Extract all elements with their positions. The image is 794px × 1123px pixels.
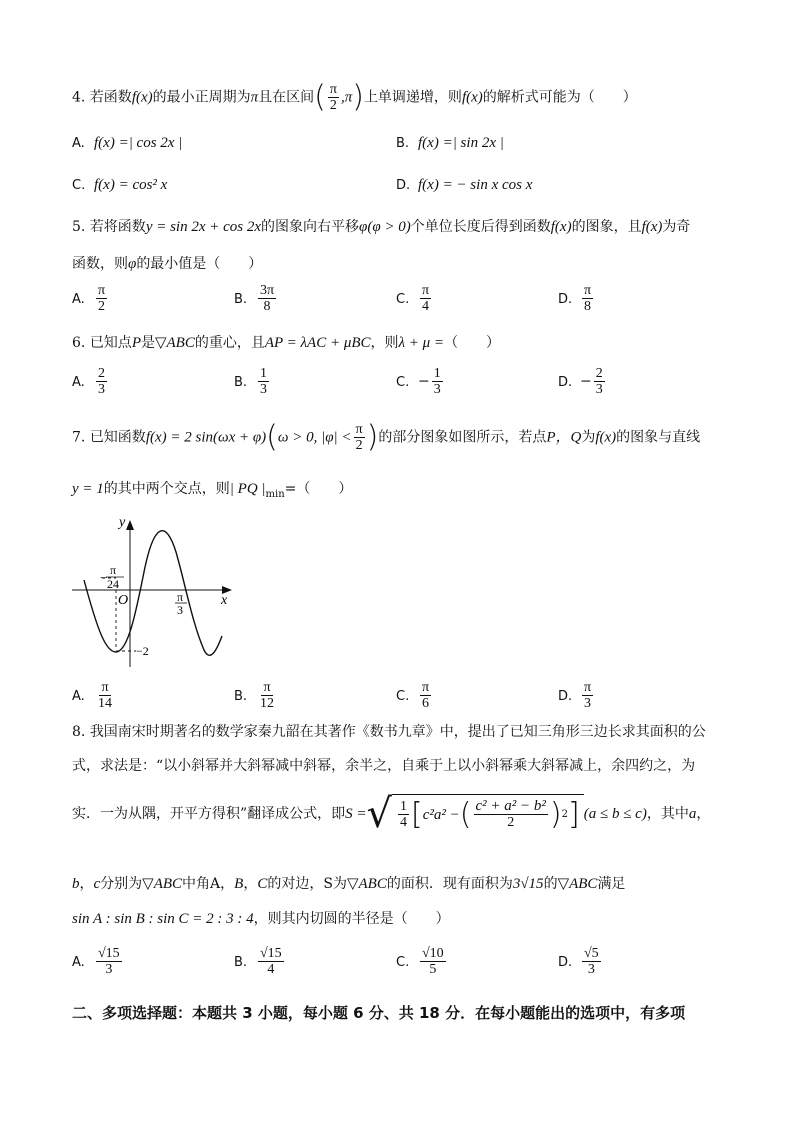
- q4-option-d: [396, 177, 532, 194]
- q4-fx-2: f(x): [461, 89, 483, 106]
- q8-text-7: 分别为: [100, 876, 143, 892]
- q7-text-b: 的部分图象如图所示，若点: [378, 429, 547, 446]
- q5-number: 5.: [72, 219, 86, 235]
- q8-c2a2: c²a² −: [422, 806, 460, 823]
- option-label: C.: [396, 374, 410, 390]
- q8-text-9: ，: [220, 876, 235, 892]
- q4-text-a: 若函数: [89, 89, 132, 106]
- option-sign: −: [580, 373, 592, 390]
- q7-text-e: 的其中两个交点，则: [103, 481, 230, 497]
- q7-text-f: =（ ）: [284, 481, 353, 497]
- option-num: 1: [260, 366, 267, 381]
- q8-number: 8.: [72, 724, 86, 740]
- option-label: A.: [72, 374, 85, 390]
- q7-stem-line1: [72, 419, 701, 455]
- q5-func: y = sin 2x + cos 2x: [145, 219, 262, 235]
- q7-points: P，Q: [546, 429, 582, 446]
- q8-area: 3√15: [512, 876, 544, 892]
- q7-text-a: 已知函数: [89, 429, 146, 446]
- q5-text-b: 的图象向右平移: [261, 219, 360, 235]
- option-text: f(x) = − sin x cos x: [418, 177, 533, 193]
- q7-cond-num: π: [355, 422, 363, 437]
- q7-fx: f(x): [595, 429, 617, 446]
- q8-line2: [72, 756, 695, 776]
- option-num: √5: [584, 946, 599, 961]
- option-num: π: [422, 680, 430, 695]
- q4-interval-num: π: [329, 82, 337, 97]
- q7-pq: | PQ |: [229, 481, 266, 497]
- q7-option-a: [72, 680, 116, 711]
- q7-line-eq: y = 1: [72, 481, 104, 497]
- q8-text-3: 实．一为从隅，开平方得积”翻译成公式，即: [72, 806, 346, 822]
- option-num: π: [263, 680, 271, 695]
- q6-stem: [72, 333, 500, 353]
- q7-paren-open: (: [266, 419, 278, 455]
- origin-label: O: [118, 593, 129, 608]
- q6-point-p: P: [131, 335, 141, 351]
- x-axis-label: x: [221, 593, 228, 608]
- option-den: 12: [260, 696, 274, 711]
- q4-option-a: [72, 135, 182, 152]
- q8-triangle-3: ▽ABC: [557, 876, 598, 892]
- q4-text-e: 的解析式可能为（ ）: [482, 89, 637, 106]
- q7-cond-den: 2: [355, 438, 363, 453]
- option-label: B.: [234, 374, 248, 390]
- option-label: D.: [558, 291, 573, 307]
- q8-triangle: ▽ABC: [142, 876, 183, 892]
- q8-text-1: 我国南宋时期著名的数学家秦九韶在其著作《数书九章》中，提出了已知三角形三边长求其面积的公: [89, 724, 706, 740]
- q7-func: f(x) = 2 sin(ωx + φ): [145, 429, 267, 446]
- q4-text-d: 上单调递增，则: [363, 89, 462, 106]
- q8-text-14: 满足: [597, 876, 626, 892]
- q8-ratio: sin A : sin B : sin C = 2 : 3 : 4: [72, 911, 254, 927]
- q8-inner-num: c² + a² − b²: [475, 798, 546, 814]
- option-label: C.: [396, 688, 410, 704]
- q6-sum: λ + μ =: [398, 335, 445, 351]
- q7-option-d: [558, 680, 595, 711]
- q4-pi: π: [250, 89, 259, 106]
- option-den: 2: [98, 299, 106, 314]
- q8-var-c: c: [93, 876, 101, 892]
- q8-line1: [72, 722, 706, 742]
- option-num: 2: [595, 366, 603, 381]
- q8-line4: [72, 874, 625, 894]
- q5-option-d: [558, 283, 595, 314]
- option-den: 3: [595, 382, 603, 397]
- option-den: 3: [433, 382, 441, 397]
- q8-angle-a: A: [210, 876, 221, 892]
- q6-text-e: （ ）: [444, 335, 501, 351]
- q5-option-b: [234, 283, 278, 314]
- q8-frac-num: 1: [400, 799, 408, 814]
- q8-s-eq: S =: [345, 806, 367, 822]
- y-axis-arrow-icon: [126, 520, 134, 530]
- q8-text-12: 的面积．现有面积为: [386, 876, 513, 892]
- q5-text-c: 个单位长度后得到函数: [410, 219, 551, 235]
- option-num: π: [101, 680, 109, 695]
- q8-formula-body: [392, 794, 584, 834]
- q6-text-d: ，则: [370, 335, 399, 351]
- q8-text-13: 的: [543, 876, 558, 892]
- option-label: D.: [558, 954, 573, 970]
- q5-fx: f(x): [550, 219, 572, 235]
- q4-number: 4.: [72, 89, 86, 106]
- q7-text-d: 的图象与直线: [616, 429, 701, 446]
- option-label: C.: [396, 954, 410, 970]
- option-label: B.: [234, 291, 248, 307]
- q5-stem-line2: [72, 254, 262, 274]
- q8-text-2: 式，求法是：“以小斜幂并大斜幂减中斜幂，余半之，自乘于上以小斜幂乘大斜幂减上，余四约之，为: [72, 758, 696, 774]
- left-tick-num: π: [110, 563, 117, 577]
- q5-text-d: 的图象，且: [571, 219, 642, 235]
- option-label: B.: [234, 688, 248, 704]
- q8-triangle-2: ▽ABC: [346, 876, 387, 892]
- q8-angle-c: C: [257, 876, 268, 892]
- option-den: 8: [263, 299, 271, 314]
- option-num: √15: [98, 946, 120, 961]
- q8-bracket-open: [: [411, 796, 423, 832]
- q8-option-b: [234, 946, 286, 977]
- q8-square: 2: [561, 808, 568, 820]
- q8-text-11: 的对边，S为: [267, 876, 347, 892]
- q8-var-b: b: [72, 876, 80, 892]
- q8-text-10: ，: [243, 876, 258, 892]
- q6-option-c: [396, 366, 445, 397]
- option-label: B.: [234, 954, 248, 970]
- min-label: −2: [136, 644, 149, 658]
- option-label: A.: [72, 136, 85, 151]
- q5-shift: φ(φ > 0): [359, 219, 411, 235]
- q6-number: 6.: [72, 335, 86, 351]
- q4-interval-tail: ,π: [340, 89, 353, 106]
- q7-text-c: 为: [581, 429, 596, 446]
- q5-text-a: 若将函数: [89, 219, 146, 235]
- q8-line5: [72, 909, 450, 929]
- q7-paren-close: ): [366, 419, 379, 455]
- option-label: C.: [72, 178, 86, 193]
- q7-graph: [66, 512, 240, 672]
- q5-text-e: 为奇: [662, 219, 691, 235]
- option-num: 2: [98, 366, 105, 381]
- q5-text-g: 的最小值是（ ）: [136, 256, 263, 272]
- q6-option-a: [72, 366, 109, 397]
- q8-frac-den: 4: [400, 815, 408, 830]
- q6-option-d: [558, 366, 607, 397]
- sine-curve: [84, 531, 222, 656]
- q8-option-c: [396, 946, 448, 977]
- q7-number: 7.: [72, 429, 86, 446]
- q5-option-a: [72, 283, 109, 314]
- q6-text-c: 的重心，且: [194, 335, 265, 351]
- option-num: π: [98, 283, 106, 298]
- q4-option-c: [72, 177, 167, 194]
- option-num: 3π: [260, 283, 275, 298]
- option-label: A.: [72, 954, 85, 970]
- option-text: f(x) =| cos 2x |: [94, 135, 183, 151]
- q5-phi: φ: [128, 256, 137, 272]
- y-axis-label: y: [119, 515, 126, 530]
- q8-text-5: ，: [696, 806, 711, 822]
- option-label: B.: [396, 136, 410, 151]
- q6-vector-eq: AP = λAC + μBC: [264, 335, 371, 351]
- option-sign: −: [418, 373, 430, 390]
- q8-bracket-close: ]: [568, 796, 580, 832]
- option-num: π: [422, 283, 430, 298]
- q8-line3: [72, 791, 711, 837]
- option-num: π: [584, 680, 592, 695]
- q8-cond: (a ≤ b ≤ c): [583, 806, 647, 822]
- option-den: 6: [422, 696, 430, 711]
- option-den: 3: [260, 382, 267, 397]
- q4-fx: f(x): [131, 89, 153, 106]
- option-num: 1: [433, 366, 441, 381]
- q4-stem: [72, 79, 637, 115]
- option-label: D.: [558, 688, 573, 704]
- q8-var-a: a: [688, 806, 697, 822]
- option-den: 5: [429, 962, 437, 977]
- left-tick-sign: −: [100, 570, 108, 585]
- option-label: D.: [396, 178, 411, 193]
- option-num: √15: [260, 946, 282, 961]
- q7-stem-line2: [72, 479, 352, 505]
- q5-fx-2: f(x): [641, 219, 663, 235]
- option-label: C.: [396, 291, 410, 307]
- option-label: A.: [72, 291, 85, 307]
- option-num: π: [584, 283, 592, 298]
- option-text: f(x) =| sin 2x |: [418, 135, 504, 151]
- q4-interval-den: 2: [329, 98, 337, 113]
- q8-text-8: 中角: [182, 876, 211, 892]
- q8-angle-b: B: [234, 876, 244, 892]
- q8-paren-open: (: [459, 796, 472, 832]
- option-den: 8: [584, 299, 592, 314]
- option-label: A.: [72, 688, 85, 704]
- option-den: 3: [587, 962, 595, 977]
- option-den: 4: [267, 962, 275, 977]
- q4-paren-close: ): [352, 79, 364, 115]
- option-den: 3: [105, 962, 113, 977]
- q4-paren-open: (: [314, 79, 326, 115]
- q6-text-a: 已知点: [89, 335, 132, 351]
- q8-inner-den: 2: [507, 815, 515, 830]
- q8-text-15: ，则其内切圆的半径是（ ）: [253, 911, 450, 927]
- q7-cond: ω > 0, |φ| <: [277, 429, 352, 446]
- option-text: f(x) = cos² x: [94, 177, 168, 193]
- q8-option-a: [72, 946, 124, 977]
- option-den: 4: [422, 299, 430, 314]
- q6-triangle: ▽ABC: [154, 335, 195, 351]
- left-tick-den: 24: [107, 577, 119, 591]
- q4-interval-frac: [328, 82, 339, 113]
- option-num: √10: [422, 946, 444, 961]
- option-label: D.: [558, 374, 573, 390]
- q6-option-b: [234, 366, 271, 397]
- q7-min-sub: min: [265, 488, 285, 500]
- right-tick-den: 3: [177, 603, 183, 617]
- q8-paren-close: ): [549, 796, 562, 832]
- q4-option-b: [396, 135, 504, 152]
- q8-text-4: ，其中: [646, 806, 689, 822]
- sqrt-icon: √: [366, 791, 393, 837]
- q7-option-c: [396, 680, 433, 711]
- q8-option-d: [558, 946, 603, 977]
- right-tick-num: π: [177, 590, 184, 604]
- q4-text-b: 的最小正周期为: [152, 89, 251, 106]
- q6-text-b: 是: [140, 335, 155, 351]
- option-den: 3: [584, 696, 592, 711]
- q5-stem-line1: [72, 217, 690, 237]
- q4-text-c: 且在区间: [258, 89, 315, 106]
- q8-text-6: ，: [79, 876, 94, 892]
- option-den: 3: [98, 382, 105, 397]
- q5-option-c: [396, 283, 433, 314]
- q7-option-b: [234, 680, 278, 711]
- q8-formula-root: [366, 791, 584, 837]
- option-den: 14: [98, 696, 112, 711]
- section-2-heading: 二、多项选择题：本题共 3 小题，每小题 6 分、共 18 分．在每小题能出的选项中，有多项: [72, 1004, 686, 1022]
- q5-text-f: 函数，则: [72, 256, 128, 272]
